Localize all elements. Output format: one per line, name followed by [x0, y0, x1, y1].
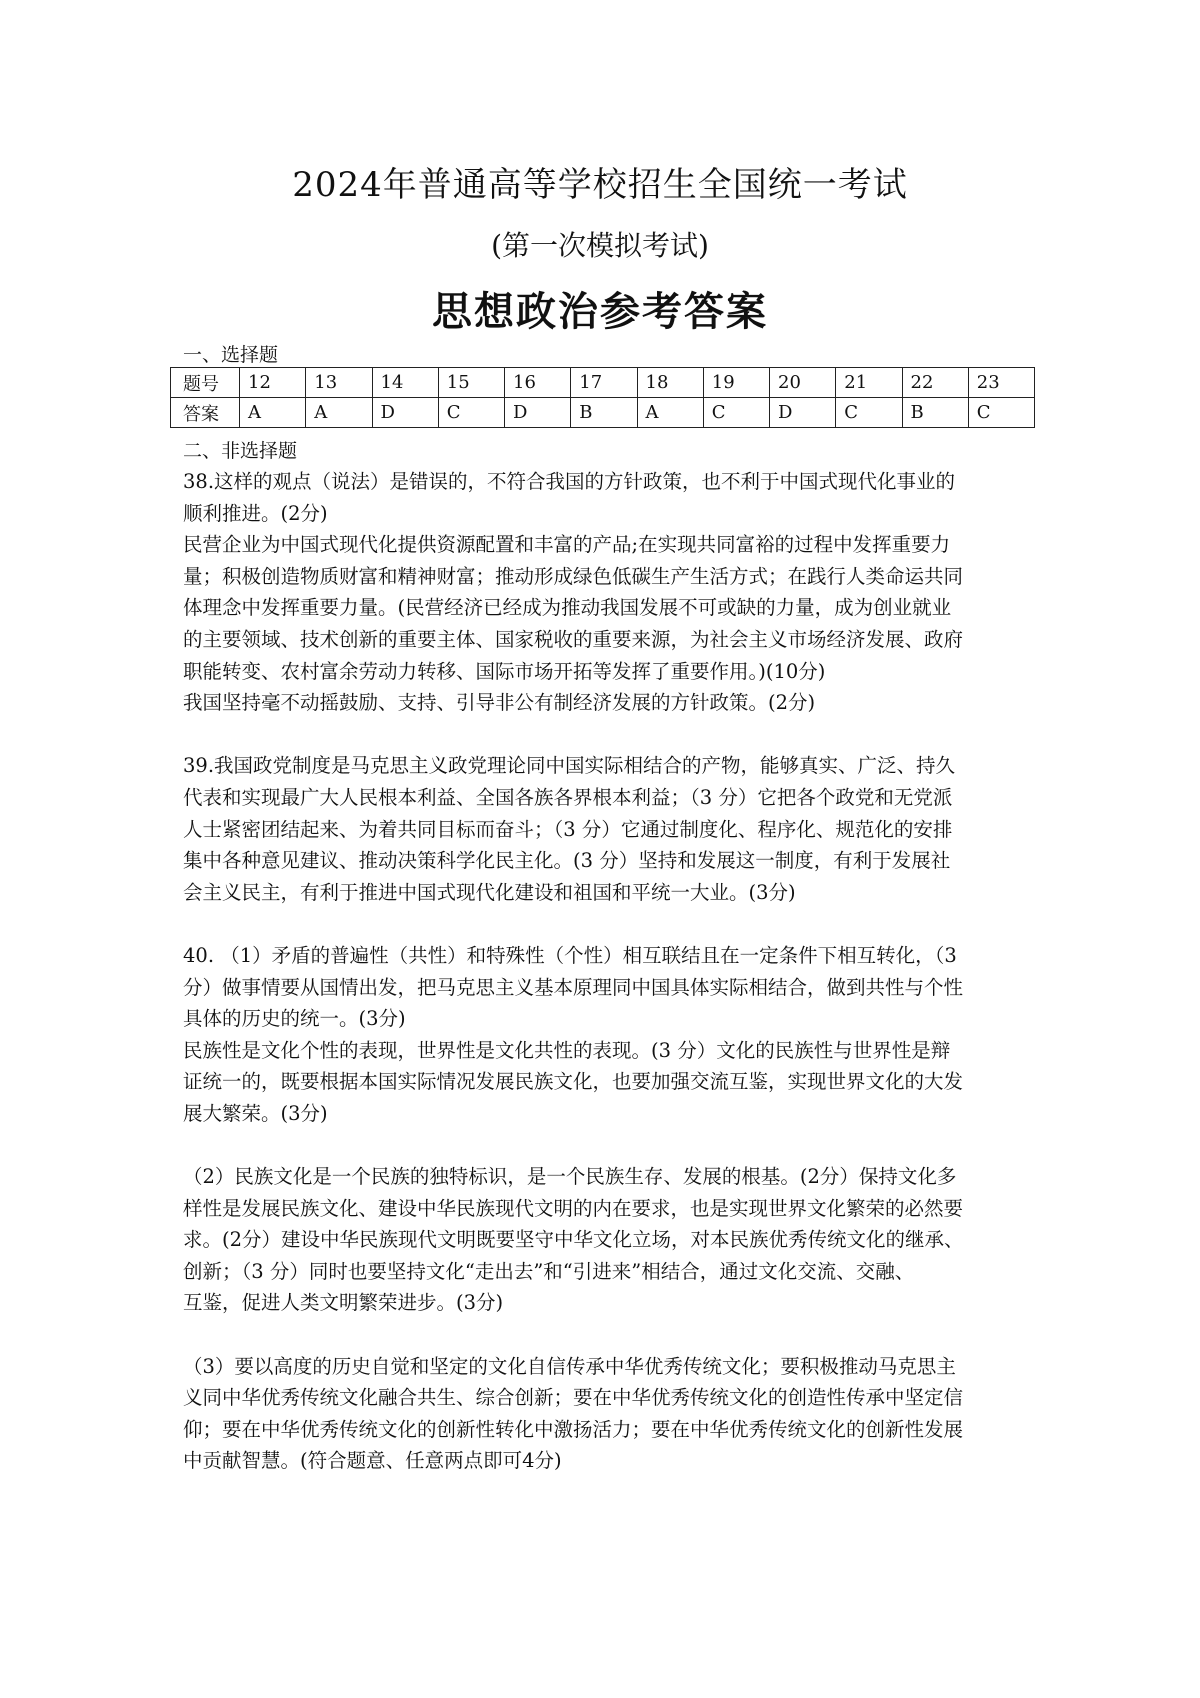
row-header-answer: 答案: [171, 398, 240, 428]
section-nonchoice-label: 二、非选择题: [183, 440, 298, 462]
question-number: 20: [770, 368, 836, 398]
answer-line: 职能转变、农村富余劳动力转移、国际市场开拓等发挥了重要作用。)(10分): [183, 659, 826, 683]
question-number: 15: [438, 368, 504, 398]
answer-line: 中贡献智慧。(符合题意、任意两点即可4分): [183, 1449, 562, 1473]
answer-line: 义同中华优秀传统文化融合共生、综合创新；要在中华优秀传统文化的创造性传承中坚定信: [183, 1386, 964, 1410]
question-number: 14: [372, 368, 438, 398]
answer-line: 民营企业为中国式现代化提供资源配置和丰富的产品;在实现共同富裕的过程中发挥重要力: [183, 533, 951, 557]
answer-cell: D: [770, 398, 836, 428]
answer-cell: B: [571, 398, 637, 428]
answer-cell: A: [637, 398, 703, 428]
answer-line: 求。(2分）建设中华民族现代文明既要坚守中华文化立场，对本民族优秀传统文化的继承、: [183, 1228, 964, 1252]
answer-cell: C: [968, 398, 1034, 428]
answer-line: 我国坚持毫不动摇鼓励、支持、引导非公有制经济发展的方针政策。(2分): [183, 691, 816, 715]
answer-line: 量；积极创造物质财富和精神财富；推动形成绿色低碳生产生活方式；在践行人类命运共同: [183, 564, 964, 588]
answer-line: 民族性是文化个性的表现，世界性是文化共性的表现。(3 分）文化的民族性与世界性是辩: [183, 1038, 951, 1062]
answer-cell: B: [902, 398, 968, 428]
answer-line: 样性是发展民族文化、建设中华民族现代文明的内在要求，也是实现世界文化繁荣的必然要: [183, 1196, 964, 1220]
answer-line: 体理念中发挥重要力量。(民营经济已经成为推动我国发展不可或缺的力量，成为创业就业: [183, 596, 952, 620]
question-number: 21: [836, 368, 902, 398]
answer-cell: A: [306, 398, 372, 428]
answer-line: 顺利推进。(2分): [183, 501, 328, 525]
answer-cell: C: [836, 398, 902, 428]
answer-line: （2）民族文化是一个民族的独特标识，是一个民族生存、发展的根基。(2分）保持文化多: [183, 1165, 957, 1189]
answer-cell: D: [505, 398, 571, 428]
question-number: 13: [306, 368, 372, 398]
question-number: 19: [703, 368, 769, 398]
question-number-row: [171, 368, 1035, 398]
section-choice-label: 一、选择题: [183, 344, 279, 366]
answer-line: 代表和实现最广大人民根本利益、全国各族各界根本利益；（3 分）它把各个政党和无党派: [183, 785, 953, 809]
question-number: 22: [902, 368, 968, 398]
answer-line: 39.我国政党制度是马克思主义政党理论同中国实际相结合的产物，能够真实、广泛、持久: [183, 754, 956, 778]
answer-row: [171, 398, 1035, 428]
answers-body: [183, 466, 1029, 1477]
spacer: [183, 908, 1029, 940]
question-number: 23: [968, 368, 1034, 398]
answer-line: 具体的历史的统一。(3分): [183, 1007, 406, 1031]
answer-line: 人士紧密团结起来、为着共同目标而奋斗；（3 分）它通过制度化、程序化、规范化的安排: [183, 817, 953, 841]
answer-table: [170, 367, 1035, 428]
spacer: [183, 1319, 1029, 1351]
question-number: 12: [240, 368, 306, 398]
spacer: [183, 1129, 1029, 1161]
answer-cell: C: [438, 398, 504, 428]
document-title: 思想政治参考答案: [432, 288, 768, 335]
question-39-answer: [183, 750, 1029, 908]
answer-line: 40. （1）矛盾的普遍性（共性）和特殊性（个性）相互联结且在一定条件下相互转化，（3: [183, 943, 957, 967]
question-40-1-answer: [183, 940, 1029, 1130]
exam-subtitle: (第一次模拟考试): [491, 229, 709, 262]
answer-cell: C: [703, 398, 769, 428]
question-number: 16: [505, 368, 571, 398]
question-40-3-answer: [183, 1351, 1029, 1477]
answer-line: （3）要以高度的历史自觉和坚定的文化自信传承中华优秀传统文化；要积极推动马克思主: [183, 1354, 956, 1378]
answer-line: 创新；（3 分）同时也要坚持文化“走出去”和“引进来”相结合，通过文化交流、交融、: [183, 1259, 915, 1283]
answer-cell: D: [372, 398, 438, 428]
spacer: [183, 719, 1029, 751]
answer-line: 展大繁荣。(3分): [183, 1101, 328, 1125]
exam-title: 2024年普通高等学校招生全国统一考试: [292, 165, 908, 205]
question-40-2-answer: [183, 1161, 1029, 1319]
answer-line: 互鉴，促进人类文明繁荣进步。(3分): [183, 1291, 504, 1315]
answer-line: 会主义民主，有利于推进中国式现代化建设和祖国和平统一大业。(3分): [183, 880, 796, 904]
answer-line: 仰；要在中华优秀传统文化的创新性转化中激扬活力；要在中华优秀传统文化的创新性发展: [183, 1417, 964, 1441]
answer-cell: A: [240, 398, 306, 428]
question-number: 18: [637, 368, 703, 398]
answer-line: 集中各种意见建议、推动决策科学化民主化。(3 分）坚持和发展这一制度，有利于发展社: [183, 849, 951, 873]
question-number: 17: [571, 368, 637, 398]
answer-line: 38.这样的观点（说法）是错误的，不符合我国的方针政策，也不利于中国式现代化事业的: [183, 470, 956, 493]
answer-line: 证统一的，既要根据本国实际情况发展民族文化，也要加强交流互鉴，实现世界文化的大发: [183, 1070, 964, 1094]
question-38-answer: [183, 466, 1029, 719]
row-header-question: 题号: [171, 368, 240, 398]
answer-line: 的主要领域、技术创新的重要主体、国家税收的重要来源，为社会主义市场经济发展、政府: [183, 627, 964, 651]
answer-line: 分）做事情要从国情出发，把马克思主义基本原理同中国具体实际相结合，做到共性与个性: [183, 975, 964, 999]
